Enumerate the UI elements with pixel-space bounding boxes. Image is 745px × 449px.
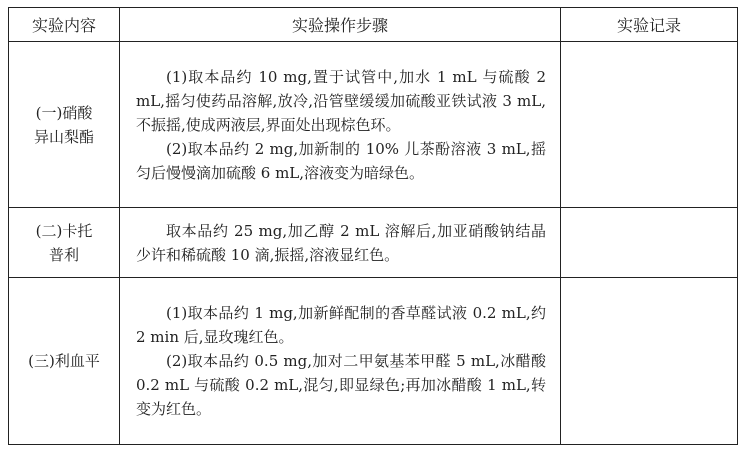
experiment-name-line: 异山梨酯	[33, 127, 94, 146]
experiment-name-line: (二)卡托	[35, 221, 93, 240]
table-row	[9, 208, 738, 278]
table-row	[9, 42, 738, 208]
experiment-name-line: (三)利血平	[28, 352, 100, 370]
step-paragraph: (1)取本品约 1 mg,加新鲜配制的香草醛试液 0.2 mL,约 2 min 后,显玫瑰红色。	[136, 304, 546, 346]
experiment-name-cell	[9, 208, 120, 278]
experiment-name-cell	[9, 278, 120, 445]
header-record: 实验记录	[561, 8, 738, 42]
step-paragraph: (2)取本品约 2 mg,加新制的 10% 儿茶酚溶液 3 mL,摇匀后慢慢滴加硫酸 6 mL,溶液变为暗绿色。	[136, 139, 546, 182]
table-row	[9, 278, 738, 445]
experiment-steps-cell	[120, 278, 561, 445]
step-paragraph: (2)取本品约 0.5 mg,加对二甲氨基苯甲醛 5 mL,冰醋酸 0.2 mL 与硫酸 0.2 mL,混匀,即显绿色;再加冰醋酸 1 mL,转变为红色。	[136, 352, 546, 418]
experiment-name-cell	[9, 42, 120, 208]
experiment-name-line: 普利	[48, 245, 79, 264]
experiment-table	[8, 7, 738, 445]
record-cell[interactable]	[561, 278, 738, 445]
step-paragraph: 取本品约 25 mg,加乙醇 2 mL 溶解后,加亚硝酸钠结晶少许和稀硫酸 10 滴,振摇,溶液显红色。	[136, 221, 546, 264]
step-paragraph: (1)取本品约 10 mg,置于试管中,加水 1 mL 与硫酸 2 mL,摇匀使药品溶解,放冷,沿管壁缓缓加硫酸亚铁试液 3 mL,不振摇,使成两液层,界面处出现棕色环。	[136, 67, 546, 134]
header-content: 实验内容	[9, 8, 120, 42]
record-cell[interactable]	[561, 42, 738, 208]
header-steps: 实验操作步骤	[120, 8, 561, 42]
experiment-steps-cell	[120, 42, 561, 208]
record-cell[interactable]	[561, 208, 738, 278]
experiment-name-line: (一)硝酸	[35, 103, 93, 122]
table-header-row	[9, 8, 738, 42]
experiment-steps-cell	[120, 208, 561, 278]
